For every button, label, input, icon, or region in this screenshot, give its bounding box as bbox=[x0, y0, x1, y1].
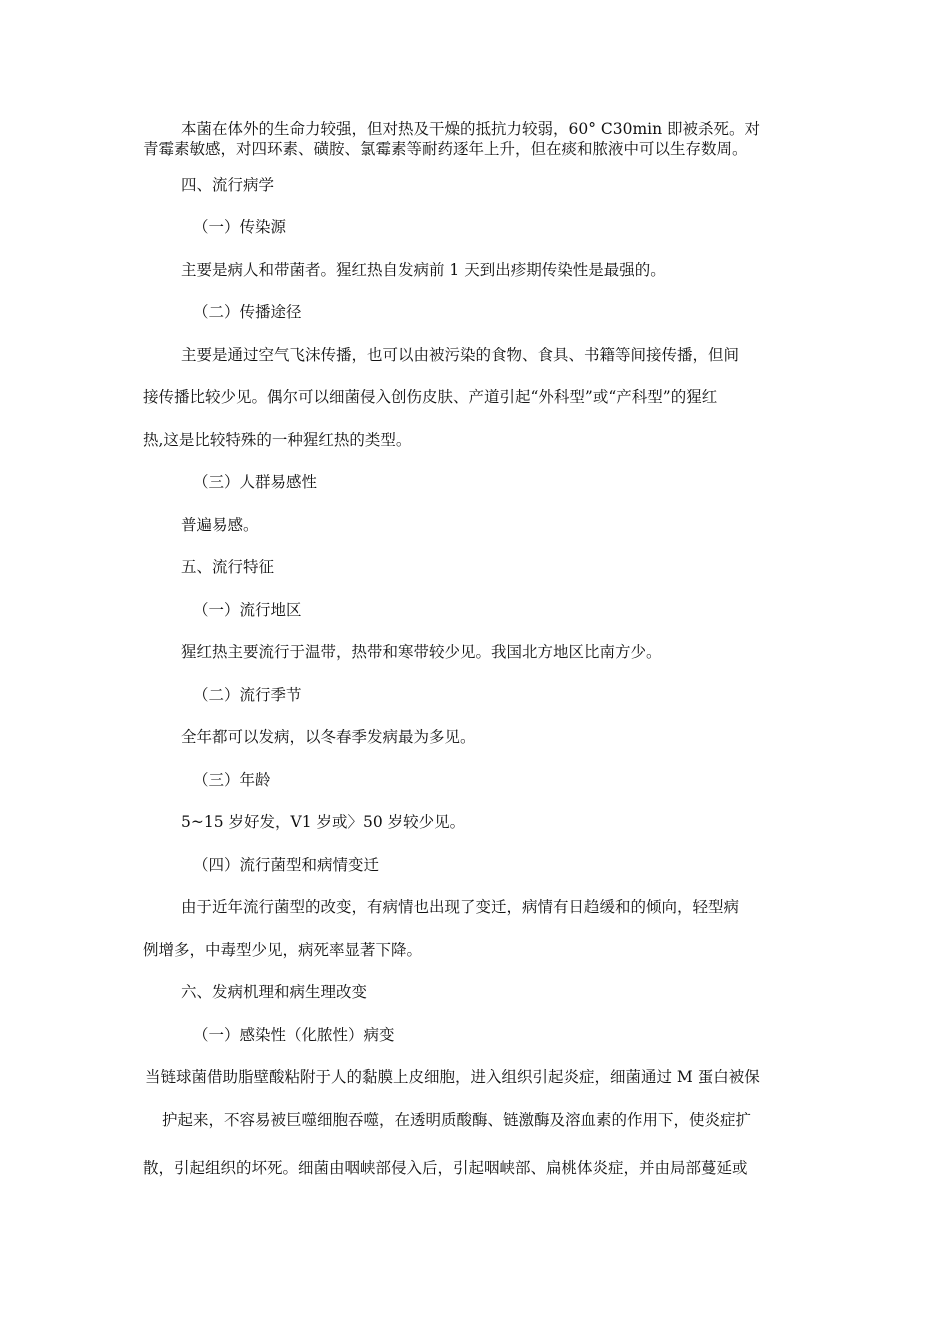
subsection-heading: （二）传播途径 bbox=[193, 303, 302, 321]
paragraph-line: 护起来，不容易被巨噬细胞吞噬，在透明质酸酶、链激酶及溶血素的作用下，使炎症扩 bbox=[162, 1111, 752, 1129]
paragraph-line: 例增多，中毒型少见，病死率显著下降。 bbox=[143, 941, 423, 959]
paragraph-line: 当链球菌借助脂壁酸粘附于人的黏膜上皮细胞，进入组织引起炎症，细菌通过 M 蛋白被保 bbox=[145, 1068, 760, 1086]
subsection-heading: （二）流行季节 bbox=[193, 686, 302, 704]
subsection-heading: （三）年龄 bbox=[193, 771, 271, 789]
paragraph-line: 热,这是比较特殊的一种猩红热的类型。 bbox=[143, 431, 412, 449]
paragraph-line: 主要是病人和带菌者。猩红热自发病前 1 天到出疹期传染性是最强的。 bbox=[181, 261, 666, 279]
subsection-heading: （一）感染性（化脓性）病变 bbox=[193, 1026, 395, 1044]
section-heading: 五、流行特征 bbox=[181, 558, 275, 576]
paragraph-line: 全年都可以发病，以冬春季发病最为多见。 bbox=[181, 728, 476, 746]
paragraph-line: 5~15 岁好发，V1 岁或〉50 岁较少见。 bbox=[181, 813, 466, 831]
paragraph-line: 由于近年流行菌型的改变，有病情也出现了变迁，病情有日趋缓和的倾向，轻型病 bbox=[181, 898, 740, 916]
paragraph-line: 本菌在体外的生命力较强，但对热及干燥的抵抗力较弱，60° C30min 即被杀死。对 bbox=[181, 120, 761, 138]
section-heading: 四、流行病学 bbox=[181, 176, 275, 194]
paragraph-line: 散，引起组织的坏死。细菌由咽峡部侵入后，引起咽峡部、扁桃体炎症，并由局部蔓延或 bbox=[143, 1159, 748, 1177]
subsection-heading: （一）流行地区 bbox=[193, 601, 302, 619]
paragraph-line: 猩红热主要流行于温带，热带和寒带较少见。我国北方地区比南方少。 bbox=[181, 643, 662, 661]
subsection-heading: （四）流行菌型和病情变迁 bbox=[193, 856, 380, 874]
paragraph-line: 青霉素敏感，对四环素、磺胺、氯霉素等耐药逐年上升，但在痰和脓液中可以生存数周。 bbox=[143, 140, 748, 158]
paragraph-line: 普遍易感。 bbox=[181, 516, 259, 534]
paragraph-line: 接传播比较少见。偶尔可以细菌侵入创伤皮肤、产道引起“外科型”或“产科型”的猩红 bbox=[143, 388, 718, 406]
section-heading: 六、发病机理和病生理改变 bbox=[181, 983, 368, 1001]
subsection-heading: （三）人群易感性 bbox=[193, 473, 318, 491]
paragraph-line: 主要是通过空气飞沫传播，也可以由被污染的食物、食具、书籍等间接传播，但间 bbox=[181, 346, 740, 364]
subsection-heading: （一）传染源 bbox=[193, 218, 287, 236]
